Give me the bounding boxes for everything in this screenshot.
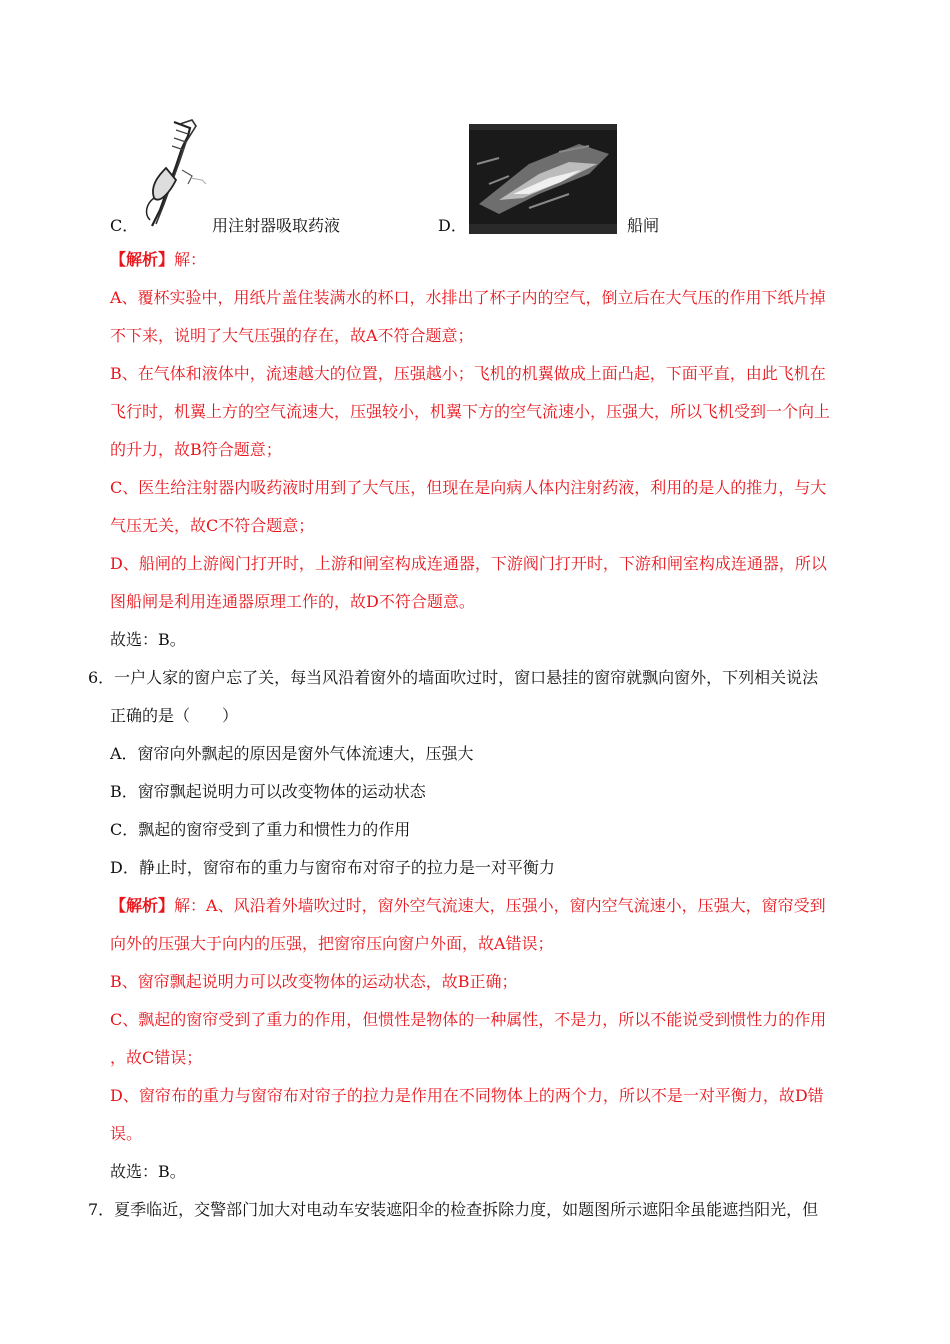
q5-answer: 故选：B。 <box>110 630 186 649</box>
q6-analysis-line-3: B、窗帘飘起说明力可以改变物体的运动状态，故B正确； <box>110 972 518 991</box>
q6-option-c: C．飘起的窗帘受到了重力和惯性力的作用 <box>110 820 411 839</box>
q5-analysis-a-line-1: A、覆杯实验中，用纸片盖住装满水的杯口，水排出了杯子内的空气，倒立后在大气压的作用下纸片掉 <box>110 288 826 307</box>
q5-analysis-d-line-2: 图船闸是利用连通器原理工作的，故D不符合题意。 <box>110 592 475 611</box>
q6-analysis-line-5: ，故C错误； <box>110 1048 203 1067</box>
q6-stem-line-1: 6．一户人家的窗户忘了关，每当风沿着窗外的墙面吹过时，窗口悬挂的窗帘就飘向窗外，下列相关说法 <box>88 668 819 687</box>
option-d-text: 船闸 <box>627 216 660 235</box>
q6-analysis-line-4: C、飘起的窗帘受到了重力的作用，但惯性是物体的一种属性，不是力，所以不能说受到惯性力的作用 <box>110 1010 827 1029</box>
q6-analysis-line-7: 误。 <box>110 1124 143 1143</box>
q5-analysis-header <box>110 250 206 270</box>
q5-analysis-b-line-2: 飞行时，机翼上方的空气流速大，压强较小，机翼下方的空气流速小，压强大，所以飞机受到一个向上 <box>110 402 831 421</box>
q6-answer: 故选：B。 <box>110 1162 186 1181</box>
q5-analysis-d-line-1: D、船闸的上游阀门打开时，上游和闸室构成连通器，下游阀门打开时，下游和闸室构成连通器，所以 <box>110 554 827 573</box>
q6-option-d: D．静止时，窗帘布的重力与窗帘布对帘子的拉力是一对平衡力 <box>110 858 555 877</box>
q6-analysis-line-1 <box>110 896 826 916</box>
option-d-letter: D． <box>438 216 467 235</box>
q5-analysis-b-line-3: 的升力，故B符合题意； <box>110 440 282 459</box>
analysis-label: 【解析】 <box>110 250 175 269</box>
q6-analysis-line-6: D、窗帘布的重力与窗帘布对帘子的拉力是作用在不同物体上的两个力，所以不是一对平衡力，故D错 <box>110 1086 824 1105</box>
ship-lock-image <box>469 124 617 234</box>
analysis-label-tail: 解： <box>174 250 207 269</box>
q5-analysis-b-line-1: B、在气体和液体中，流速越大的位置，压强越小；飞机的机翼做成上面凸起，下面平直，由此飞机在 <box>110 364 826 383</box>
q5-analysis-c-line-2: 气压无关，故C不符合题意； <box>110 516 315 535</box>
q5-analysis-c-line-1: C、医生给注射器内吸药液时用到了大气压，但现在是向病人体内注射药液，利用的是人的推力，与大 <box>110 478 827 497</box>
option-c-text: 用注射器吸取药液 <box>212 216 341 235</box>
q6-option-a: A．窗帘向外飘起的原因是窗外气体流速大，压强大 <box>110 744 474 763</box>
analysis-text: 解：A、风沿着外墙吹过时，窗外空气流速大，压强小，窗内空气流速小，压强大，窗帘受到 <box>174 896 826 915</box>
q6-stem-line-2: 正确的是（ ） <box>110 706 239 725</box>
analysis-label: 【解析】 <box>110 896 175 915</box>
option-c-letter: C． <box>110 216 139 235</box>
q6-analysis-line-2: 向外的压强大于向内的压强，把窗帘压向窗户外面，故A错误； <box>110 934 554 953</box>
q7-stem-line-1: 7．夏季临近，交警部门加大对电动车安装遮阳伞的检查拆除力度，如题图所示遮阳伞虽能遮挡阳光，但 <box>88 1200 819 1219</box>
q6-option-b: B．窗帘飘起说明力可以改变物体的运动状态 <box>110 782 426 801</box>
syringe-image <box>132 118 210 230</box>
q5-analysis-a-line-2: 不下来，说明了大气压强的存在，故A不符合题意； <box>110 326 474 345</box>
